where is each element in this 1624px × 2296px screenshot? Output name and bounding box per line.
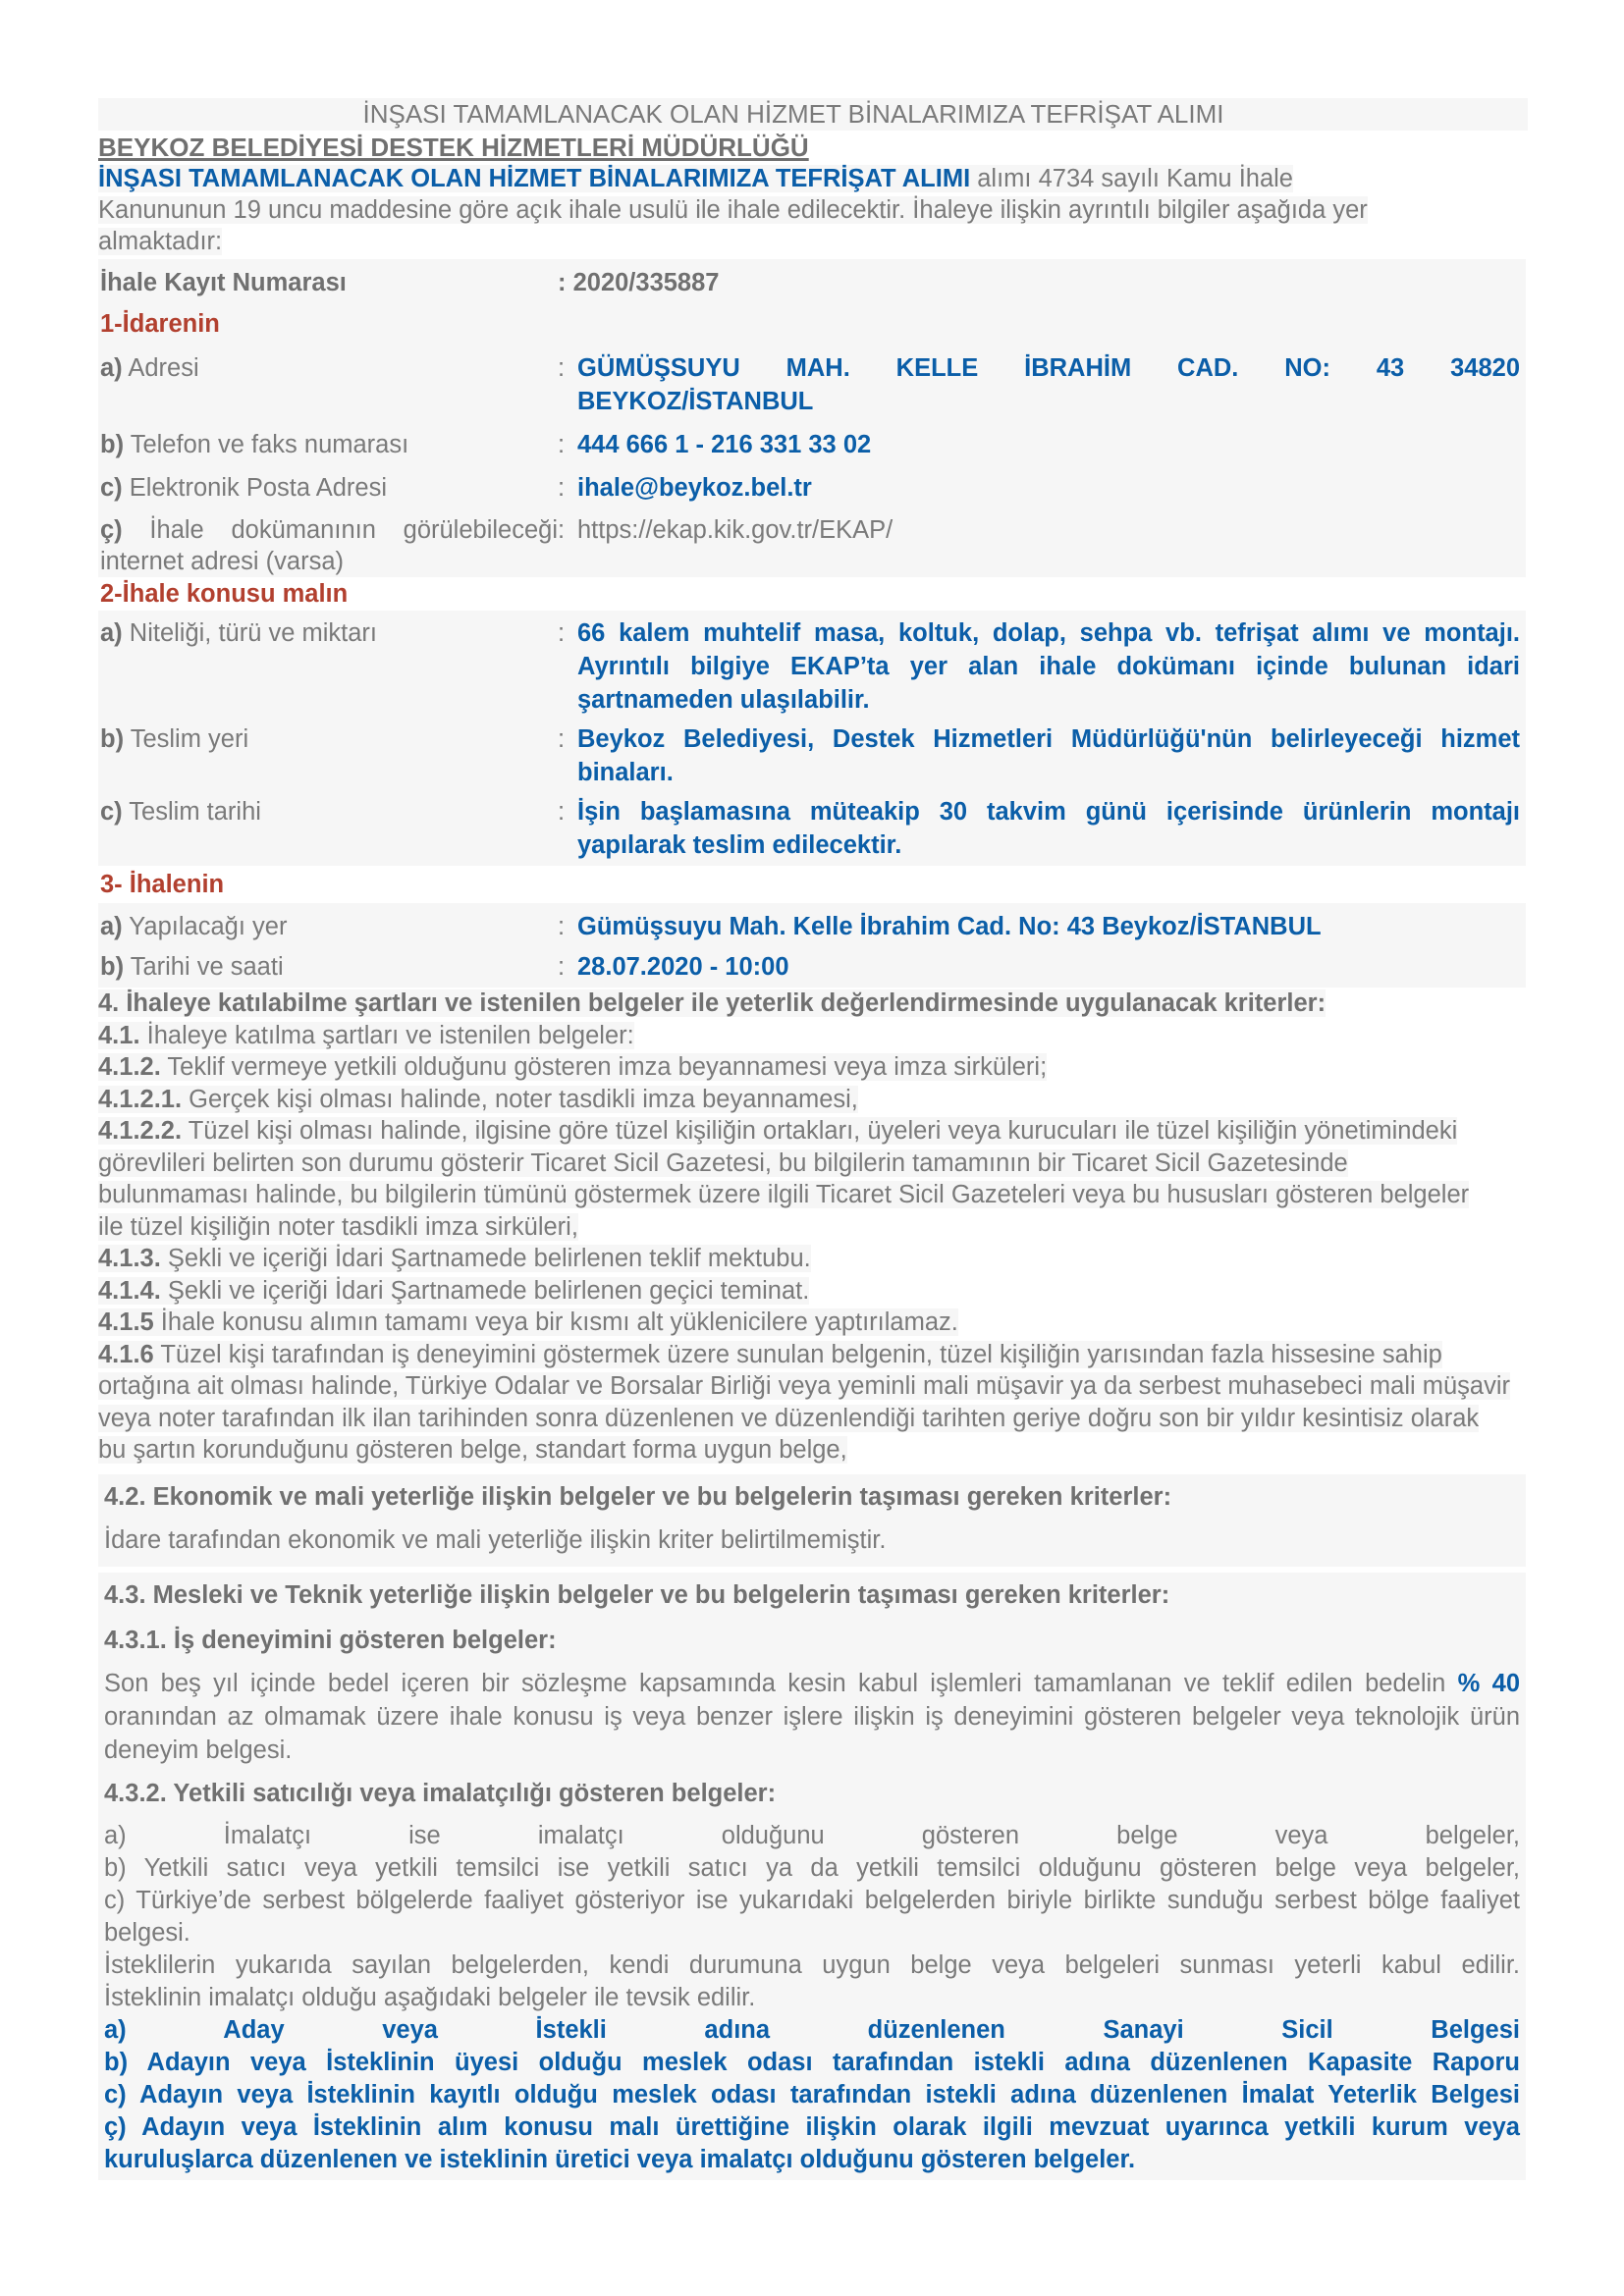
item-text: İhale konusu alımın tamamı veya bir kısmı alt yüklenicilere yaptırılamaz. (153, 1308, 958, 1336)
section-4-2-text: İdare tarafından ekonomik ve mali yeterliğe ilişkin kriter belirtilmemiştir. (104, 1525, 887, 1554)
row-key: b) (100, 431, 125, 458)
tender-datetime-value: 28.07.2020 - 10:00 (577, 953, 789, 981)
authorized-doc-item: b) Yetkili satıcı veya yetkili temsilci ise yetkili satıcı ya da yetkili temsilci olduğunu gösteren belge veya belgeler, (104, 1853, 1520, 1882)
item-nature-value: 66 kalem muhtelif masa, koltuk, dolap, sehpa vb. tefrişat alımı ve montajı. Ayrıntılı bilgiye EKAP’ta yer alan ihale dokümanı içinde bulunan idari şartnameden ulaşılabilir. (577, 619, 1520, 714)
row-colon: : (558, 619, 566, 647)
row-label: Teslim yeri (124, 725, 249, 753)
section-4-heading: 4. İhaleye katılabilme şartları ve istenilen belgeler ile yeterlik değerlendirmesinde uygulanacak kriterler: (98, 989, 1326, 1017)
row-key: c) (100, 798, 123, 826)
ekap-url-link[interactable]: https://ekap.kik.gov.tr/EKAP/ (577, 516, 893, 544)
row-label: Tarihi ve saati (124, 953, 284, 981)
section-3-row-datetime (98, 946, 1526, 988)
experience-text-cont: oranından az olmamak üzere ihale konusu iş veya benzer işlere ilişkin iş deneyimini gösteren belgeler veya teknolojik ürün deneyim belgesi. (104, 1702, 1520, 1764)
section-4-3 (98, 1573, 1526, 2180)
row-key: a) (100, 913, 123, 940)
item-number: 4.1.2. (98, 1053, 161, 1081)
section-2-row-delivery-date (98, 789, 1526, 862)
section-3-row-place (98, 907, 1526, 946)
item-number: 4.1.6 (98, 1340, 154, 1368)
item-number: 4.1.3. (98, 1245, 161, 1272)
row-label: İhale dokümanının görülebileceği internet adresi (varsa) (100, 516, 558, 575)
row-key: a) (100, 354, 123, 382)
row-key: b) (100, 725, 125, 753)
tender-announcement (98, 98, 1528, 2180)
section-4-3-2-items (98, 1816, 1526, 2180)
section-1-row-address (98, 346, 1526, 418)
row-colon: : (558, 725, 566, 753)
delivery-date-value: İşin başlamasına müteakip 30 takvim günü içerisinde ürünlerin montajı yapılarak teslim edilecektir. (577, 798, 1520, 859)
document-title-bar (98, 98, 1528, 131)
email-link[interactable]: ihale@beykoz.bel.tr (577, 474, 812, 502)
row-key: b) (100, 953, 125, 981)
authorized-doc-item: a) İmalatçı ise imalatçı olduğunu gösteren belge veya belgeler, (104, 1821, 1520, 1849)
manufacturer-doc-item: b) Adayın veya İsteklinin üyesi olduğu meslek odası tarafından istekli adına düzenlenen Kapasite Raporu (104, 2048, 1520, 2076)
experience-percent: % 40 (1457, 1669, 1521, 1697)
info-table (98, 259, 1526, 577)
manufacturer-doc-item: a) Aday veya İstekli adına düzenlenen Sanayi Sicil Belgesi (104, 2015, 1520, 2044)
tender-place-value: Gümüşsuyu Mah. Kelle İbrahim Cad. No: 43 Beykoz/İSTANBUL (577, 913, 1322, 940)
row-label: Adresi (122, 354, 199, 382)
experience-text: Son beş yıl içinde bedel içeren bir sözleşme kapsamında kesin kabul işlemleri tamamlanan ve teklif edilen bedelin (104, 1669, 1458, 1697)
item-text: Şekli ve içeriği İdari Şartnamede belirlenen teklif mektubu. (160, 1245, 811, 1272)
intro-subject: İNŞASI TAMAMLANACAK OLAN HİZMET BİNALARIMIZA TEFRİŞAT ALIMI (98, 165, 971, 192)
section-2-row-nature (98, 616, 1526, 717)
row-label: Telefon ve faks numarası (124, 431, 409, 458)
intro-text-2: Kanununun 19 uncu maddesine göre açık ihale usulü ile ihale edilecektir. İhaleye ilişkin ayrıntılı bilgiler aşağıda yer (98, 196, 1368, 224)
item-number: 4.1. (98, 1021, 140, 1049)
authority-name: BEYKOZ BELEDİYESİ DESTEK HİZMETLERİ MÜDÜRLÜĞÜ (98, 133, 809, 162)
section-4-3-1-heading: 4.3.1. İş deneyimini gösteren belgeler: (104, 1626, 557, 1654)
manufacturer-doc-item: ç) Adayın veya İsteklinin alım konusu malı ürettiğine ilişkin olarak ilgili mevzuat uyarınca yetkili kurum veya kuruluşlarca düzenlenen ve isteklinin üretici veya imalatçı olduğunu gösteren belgeler. (104, 2112, 1520, 2173)
authorized-doc-item: c) Türkiye’de serbest bölgelerde faaliyet gösteriyor ise yukarıdaki belgelerden biriyle birlikte sunduğu serbest bölge faaliyet belgesi. (104, 1886, 1520, 1947)
registration-row (98, 263, 1526, 302)
suppliers-note: İsteklilerin yukarıda sayılan belgelerden, kendi durumuna uygun belge veya belgeleri sunması yeterli kabul edilir. (104, 1950, 1520, 1979)
row-colon: : (558, 798, 566, 826)
item-text: Teklif vermeye yetkili olduğunu gösteren imza beyannamesi veya imza sirküleri; (160, 1053, 1048, 1081)
section-3-table (98, 903, 1526, 988)
address-value: GÜMÜŞSUYU MAH. KELLE İBRAHİM CAD. NO: 43 34820 BEYKOZ/İSTANBUL (577, 354, 1520, 415)
intro-text-1: alımı 4734 sayılı Kamu İhale (970, 165, 1293, 192)
item-text: Tüzel kişi tarafından iş deneyimini göstermek üzere sunulan belgenin, tüzel kişiliğin yarısından fazla hissesine sahip ortağına ait olması halinde, Türkiye Odalar ve Borsalar Birliği veya yeminli mali müşavir ya da serbest muhasebeci mali müşavir veya noter tarafından ilk ilan tarihinden sonra düzenlenen ve düzenlendiği tarihten geriye doğru son bir yıldır kesintisiz olarak bu şartın korunduğunu gösteren belge, standart forma uygun belge, (98, 1340, 1511, 1464)
section-4 (98, 988, 1526, 1467)
row-key: a) (100, 619, 123, 647)
item-number: 4.1.2.1. (98, 1085, 183, 1113)
row-colon: : (558, 516, 566, 544)
section-4-2 (98, 1474, 1526, 1567)
row-key: c) (100, 474, 123, 502)
row-colon: : (558, 953, 566, 981)
registration-value: : 2020/335887 (558, 269, 720, 296)
item-text: Gerçek kişi olması halinde, noter tasdikli imza beyannamesi, (182, 1085, 858, 1113)
intro-text-3: almaktadır: (98, 228, 223, 255)
section-4-3-1-text (98, 1663, 1526, 1771)
section-4-3-2-heading: 4.3.2. Yetkili satıcılığı veya imalatçılığı gösteren belgeler: (104, 1779, 777, 1807)
item-number: 4.1.2.2. (98, 1117, 183, 1145)
section-2-table (98, 611, 1526, 866)
item-text: İhaleye katılma şartları ve istenilen belgeler: (139, 1021, 634, 1049)
section-1-row-phone (98, 418, 1526, 461)
section-3-heading: 3- İhalenin (98, 866, 1528, 903)
row-label: Niteliği, türü ve miktarı (122, 619, 378, 647)
row-label: Teslim tarihi (122, 798, 261, 826)
section-1-row-email (98, 461, 1526, 505)
manufacturer-doc-item: c) Adayın veya İsteklinin kayıtlı olduğu meslek odası tarafından istekli adına düzenlenen İmalat Yeterlik Belgesi (104, 2080, 1520, 2109)
section-1-row-website (98, 505, 1526, 577)
delivery-place-value: Beykoz Belediyesi, Destek Hizmetleri Müdürlüğü'nün belirleyeceği hizmet binaları. (577, 725, 1520, 786)
section-4-2-heading: 4.2. Ekonomik ve mali yeterliğe ilişkin belgeler ve bu belgelerin taşıması gereken kriterler: (104, 1482, 1172, 1511)
row-colon: : (558, 354, 566, 382)
section-1-heading: 1-İdarenin (100, 310, 220, 338)
row-colon: : (558, 474, 566, 502)
manufacturer-note: İsteklinin imalatçı olduğu aşağıdaki belgeler ile tevsik edilir. (104, 1983, 756, 2011)
row-colon: : (558, 913, 566, 940)
row-label: Elektronik Posta Adresi (122, 474, 387, 502)
registration-label: İhale Kayıt Numarası (100, 269, 347, 296)
item-number: 4.1.5 (98, 1308, 154, 1336)
document-title: İNŞASI TAMAMLANACAK OLAN HİZMET BİNALARIMIZA TEFRİŞAT ALIMI (362, 99, 1224, 129)
item-text: Şekli ve içeriği İdari Şartnamede belirlenen geçici teminat. (160, 1276, 810, 1305)
section-2-row-delivery-place (98, 717, 1526, 789)
section-4-3-heading: 4.3. Mesleki ve Teknik yeterliğe ilişkin belgeler ve bu belgelerin taşıması gereken kriterler: (104, 1580, 1170, 1609)
section-2-heading: 2-İhale konusu malın (98, 577, 1528, 611)
item-text: Tüzel kişi olması halinde, ilgisine göre tüzel kişiliğin ortakları, üyeleri veya kurucuları ile tüzel kişiliğin yönetimindeki görevlileri belirten son durumu gösterir Ticaret Sicil Gazetesi, bu bilgilerin tamamının bir Ticaret Sicil Gazetesinde bulunmaması halinde, bu bilgilerin tümünü göstermek üzere ilgili Ticaret Sicil Gazeteleri veya bu hususları gösteren belgeler ile tüzel kişiliğin noter tasdikli imza sirküleri, (98, 1117, 1470, 1241)
row-key: ç) (100, 516, 123, 544)
row-label: Yapılacağı yer (122, 913, 288, 940)
intro-paragraph (98, 163, 1522, 257)
item-number: 4.1.4. (98, 1276, 161, 1305)
phone-value: 444 666 1 - 216 331 33 02 (577, 431, 872, 458)
row-colon: : (558, 431, 566, 458)
